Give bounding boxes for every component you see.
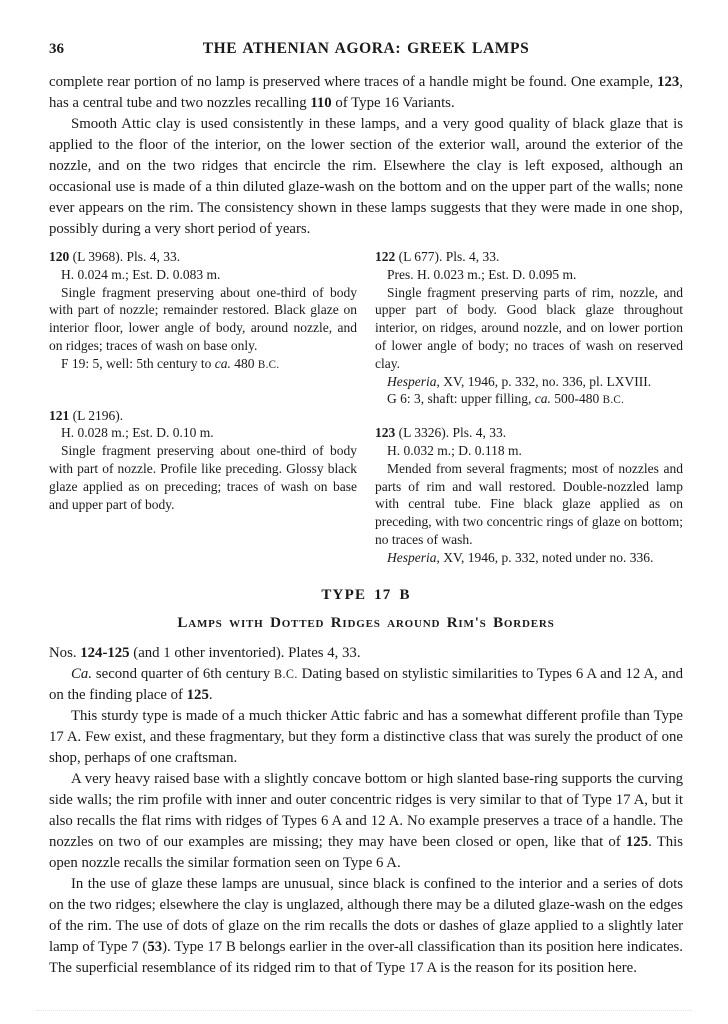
entry-dimensions: H. 0.024 m.; Est. D. 0.083 m.: [61, 266, 221, 282]
entry-dimensions: H. 0.032 m.; D. 0.118 m.: [387, 442, 522, 458]
intro-paragraph-1: complete rear portion of no lamp is preserved where traces of a handle might be found. One example, 123, has a central tube and two nozzles recalling 110 of Type 16 Variants.: [49, 74, 683, 111]
catalog-column-right: [375, 248, 683, 567]
entry-findspot: F 19: 5, well: 5th century to ca. 480 B.C.: [61, 355, 280, 371]
page-bottom-rule: [36, 1010, 692, 1011]
section-paragraph-glaze: In the use of glaze these lamps are unusual, since black is confined to the interior and a series of dots on the two ridges; elsewhere the clay is unglazed, although there may be a diluted glaze-wash on the edges of the rim. The use of dots of glaze on the rim recalls the dots or dashes of glaze applied to a slightly later lamp of Type 7 (53). Type 17 B belongs earlier in the over-all classification than its position here indicates. The superficial resemblance of its ridged rim to that of Type 17 A is the reason for its position here.: [49, 875, 683, 976]
entry-dimensions: Pres. H. 0.023 m.; Est. D. 0.095 m.: [387, 266, 577, 282]
section-paragraph-profile: A very heavy raised base with a slightly concave bottom or high slanted base-ring supports the curving side walls; the rim profile with inner and outer concentric ridges is very similar to that of Type 17 A, but it also recalls the flat rims with ridges of Types 6 A and 12 A. No example preserves a trace of a handle. The nozzles on two of our examples are missing; they may have been closed or open, like that of 125. This open nozzle recalls the similar formation seen on Type 6 A.: [49, 770, 684, 871]
entry-description: Mended from several fragments; most of nozzles and parts of rim and wall restored. Double-nozzled lamp with central tube. Fine black glaze applied as on preceding, with two concentric rings of glaze on bottom; no traces of wash.: [375, 460, 683, 547]
entry-heading: 122 (L 677). Pls. 4, 33.: [375, 249, 500, 264]
entry-heading: 123 (L 3326). Pls. 4, 33.: [375, 425, 507, 441]
catalog-entry-121: [49, 407, 357, 514]
running-title: THE ATHENIAN AGORA: GREEK LAMPS: [202, 40, 530, 57]
catalog-entry-123: [375, 424, 683, 566]
catalog-column-left: [49, 248, 357, 567]
page-number: 36: [49, 41, 64, 57]
entry-heading: 121 (L 2196).: [49, 407, 124, 423]
section-title: TYPE 17 B: [321, 586, 411, 603]
entry-reference: Hesperia, XV, 1946, p. 332, noted under no. 336.: [387, 549, 654, 565]
section-paragraph-fabric: This sturdy type is made of a much thicker Attic fabric and has a somewhat different profile than Type 17 A. Few exist, and these fragmentary, but they form a distinctive class that was surely the product of one shop, perhaps of one craftsman.: [49, 707, 683, 766]
section-subtitle: Lamps with Dotted Ridges around Rim's Borders: [177, 614, 555, 631]
section-paragraph-date: Ca. second quarter of 6th century B.C. Dating based on stylistic similarities to Types 6 A and 12 A, and on the finding place of 125.: [49, 665, 683, 703]
entry-dimensions: H. 0.028 m.; Est. D. 0.10 m.: [61, 425, 214, 441]
entry-description: Single fragment preserving about one-third of body with part of nozzle. Profile like preceding. Glossy black glaze applied as on preceding; traces of wash on base and upper part of body.: [49, 443, 357, 512]
section-text-block: [49, 643, 683, 979]
entry-description: Single fragment preserving parts of rim, nozzle, and upper part of body. Good black glaze throughout interior, on ridges, around nozzle, and on lower portion of lower angle of body; no traces of wash on reserved clay.: [375, 284, 683, 371]
catalog-section: [49, 248, 683, 567]
catalog-entry-120: [49, 248, 357, 375]
catalog-entry-122: [375, 248, 683, 410]
intro-paragraph-2: Smooth Attic clay is used consistently in these lamps, and a very good quality of black glaze that is applied to the floor of the interior, on the lower section of the exterior wall, around the exterior of the nozzle, and on the two ridges that encircle the rim. Elsewhere the clay is left exposed, although an occasional use is made of a thin diluted glaze-wash on the bottom and on the upper part of the walls; none ever appears on the rim. The consistency shown in these lamps suggests that they were made in one shop, possibly during a very short period of years.: [49, 116, 683, 237]
entry-findspot: G 6: 3, shaft: upper filling, ca. 500-480 B.C.: [387, 391, 625, 407]
entry-heading: 120 (L 3968). Pls. 4, 33.: [49, 249, 181, 264]
section-paragraph-nos: Nos. 124-125 (and 1 other inventoried). Plates 4, 33.: [49, 644, 361, 661]
entry-reference: Hesperia, XV, 1946, p. 332, no. 336, pl. LXVIII.: [387, 373, 652, 389]
intro-text-block: [49, 72, 683, 240]
entry-description: Single fragment preserving about one-third of body with part of nozzle; remainder restored. Black glaze on interior floor, lower angle of body, around nozzle, and on ridges; traces of wash on base only.: [49, 284, 357, 353]
running-head: [49, 40, 683, 60]
